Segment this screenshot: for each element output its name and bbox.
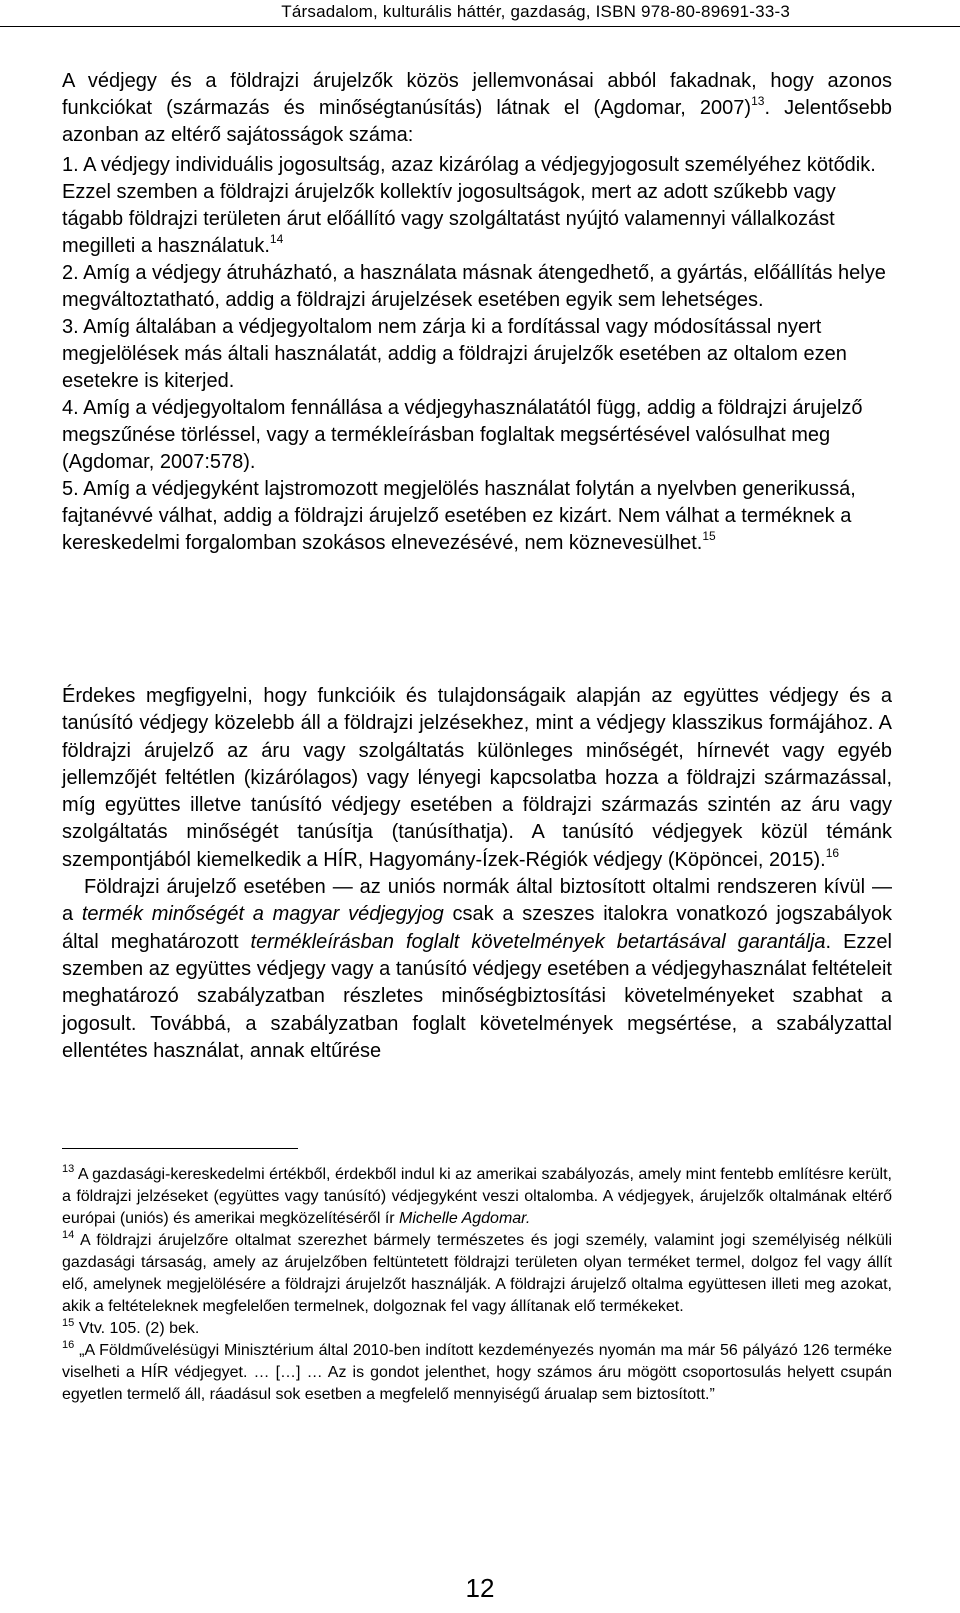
header-rule (0, 26, 960, 27)
paragraph (62, 874, 892, 1065)
footnote-13-emphasis: Michelle Agdomar. (399, 1210, 531, 1227)
footnote-13 (62, 1164, 892, 1230)
paragraph-2-text-a: Földrajzi árujelző esetében — az uniós normák által biztosított oltalmi rendszeren kívül — a (62, 876, 892, 926)
paragraph-2-text-c: . Ezzel szemben az együttes védjegy vagy a tanúsító védjegy esetében a védjegyhasználat feltételeit meghatározó szabályzatban részletes minőségbiztosítási követelményeket szabhat a jogosult. Továbbá, a szabályzatban foglalt követelmények megsértése, a szabályzattal ellentétes használat, annak eltűrése (62, 930, 892, 1062)
footnote-ref-15[interactable]: 15 (702, 529, 716, 543)
footnote-15-text: Vtv. 105. (2) bek. (74, 1320, 200, 1337)
paragraph-1-text: Érdekes megfigyelni, hogy funkcióik és tulajdonságaik alapján az együttes védjegy és a tanúsító védjegy közelebb áll a földrajzi jelzésekhez, mint a védjegy klasszikus formájához. A földrajzi árujelző az áru vagy szolgáltatás különleges minőségét, hírnevét vagy egyéb jellemzőjét feltétlen (kizárólagos) vagy lényegi kapcsolatba hozza a földrajzi származással, míg együttes illetve tanúsító védjegy esetében a földrajzi származás szintén az áru vagy szolgáltatás minőségét tanúsítja (tanúsíthatja). A tanúsító védjegyek közül témánk szempontjából kiemelkedik a HÍR, Hagyomány-Ízek-Régiók védjegy (Köpöncei, 2015). (62, 685, 892, 871)
paragraph-2-text-b: csak a szeszes italokra vonatkozó jogszabályok által meghatározott (62, 903, 892, 953)
paragraph-2-emphasis-2: termékleírásban foglalt követelmények betartásával garantálja (250, 930, 826, 953)
footnote-14-number: 14 (62, 1229, 75, 1241)
body-text (62, 683, 892, 1065)
running-header: Társadalom, kulturális háttér, gazdaság, ISBN 978-80-89691-33-3 (281, 2, 790, 21)
list-item: 3. Amíg általában a védjegyoltalom nem zárja ki a fordítással vagy módosítással nyert megjelölések más általi használatát, addig a földrajzi árujelzők esetében az oltalom ezen esetekre is kiterjed. (62, 316, 847, 392)
footnotes (62, 1164, 892, 1406)
paragraph-2-emphasis-1: termék minőségét a magyar védjegyjog (81, 903, 444, 926)
footnote-ref-13[interactable]: 13 (751, 94, 765, 108)
intro-text: A védjegy és a földrajzi árujelzők közös jellemvonásai abból fakadnak, hogy azonos funkciókat (származás és minőségtanúsítás) látnak el (Agdomar, 2007) (62, 70, 892, 119)
differences-list (62, 152, 892, 557)
intro-paragraph (62, 68, 892, 149)
paragraph (62, 683, 892, 874)
list-item: 2. Amíg a védjegy átruházható, a használata másnak átengedhető, a gyártás, előállítás helye megváltoztatható, addig a földrajzi árujelzések esetében egyik sem lehetséges. (62, 262, 886, 311)
footnote-ref-14[interactable]: 14 (269, 232, 284, 246)
footnote-13-number: 13 (62, 1163, 75, 1175)
footnote-14-text: A földrajzi árujelzőre oltalmat szerezhet bármely természetes és jogi személy, valamint jogi személyiség nélküli gazdasági társaság, amely az árujelzőben feltüntetett földrajzi területen olyan terméket termel, dolgoz fel vagy állít elő, amelynek megjelölésére a földrajzi árujelzőt használják. A földrajzi árujelző oltalma együttesen illeti meg azokat, akik a feltételeknek megfelelően termelnek, dolgoznak fel vagy állítanak elő termékeket. (62, 1232, 892, 1315)
list-item (62, 476, 892, 557)
footnote-16-number: 16 (62, 1339, 75, 1351)
page-number: 12 (465, 1573, 495, 1603)
footnote-15 (62, 1318, 892, 1340)
footnote-14 (62, 1230, 892, 1318)
list-item-5-text: 5. Amíg a védjegyként lajstromozott megjelölés használat folytán a nyelvben generikussá, fajtanévvé válhat, addig a földrajzi árujelző esetében ez kizárt. Nem válhat a terméknek a kereskedelmi forgalomban szokásos elnevezésévé, nem köznevesülhet. (62, 478, 856, 554)
footnote-16-text: „A Földművelésügyi Minisztérium által 2010-ben indított kezdeményezés nyomán ma már 56 pályázó 126 terméke viselheti a HÍR védjegyet. … […] … Az is gondot jelenthet, hogy számos áru mögött csoportosulás helyett csupán egyetlen termelő áll, ráadásul sok esetben a megfelelő mennyiségű árualap sem biztosított.” (62, 1342, 892, 1403)
list-item: 4. Amíg a védjegyoltalom fennállása a védjegyhasználatától függ, addig a földrajzi árujelző megszűnése törléssel, vagy a termékleírásban foglaltak megsértésével valósulhat meg (Agdomar, 2007:578). (62, 397, 863, 473)
footnote-13-text: A gazdasági-kereskedelmi értékből, érdekből indul ki az amerikai szabályozás, amely mint fentebb említésre került, a földrajzi jelzéseket (együttes vagy tanúsító) védjegyként veszi oltalomba. A védjegyek, árujelzők oltalmának eltérő európai (uniós) és amerikai megközelítéséről ír (62, 1166, 892, 1227)
footnote-separator (62, 1148, 298, 1149)
intro-text-cont: . Jelentősebb azonban az eltérő sajátosságok száma: (62, 97, 892, 146)
list-item (62, 152, 892, 260)
footnote-ref-16[interactable]: 16 (825, 845, 840, 860)
list-item-1-text: 1. A védjegy individuális jogosultság, azaz kizárólag a védjegyjogosult személyéhez kötődik. Ezzel szemben a földrajzi árujelzők kollektív jogosultságok, mert az adott szűkebb vagy tágabb földrajzi területen árut előállító vagy szolgáltatást nyújtó valamennyi vállalkozást megilleti a használatuk. (62, 154, 876, 257)
footnote-15-number: 15 (62, 1317, 75, 1329)
footnote-16 (62, 1340, 892, 1406)
